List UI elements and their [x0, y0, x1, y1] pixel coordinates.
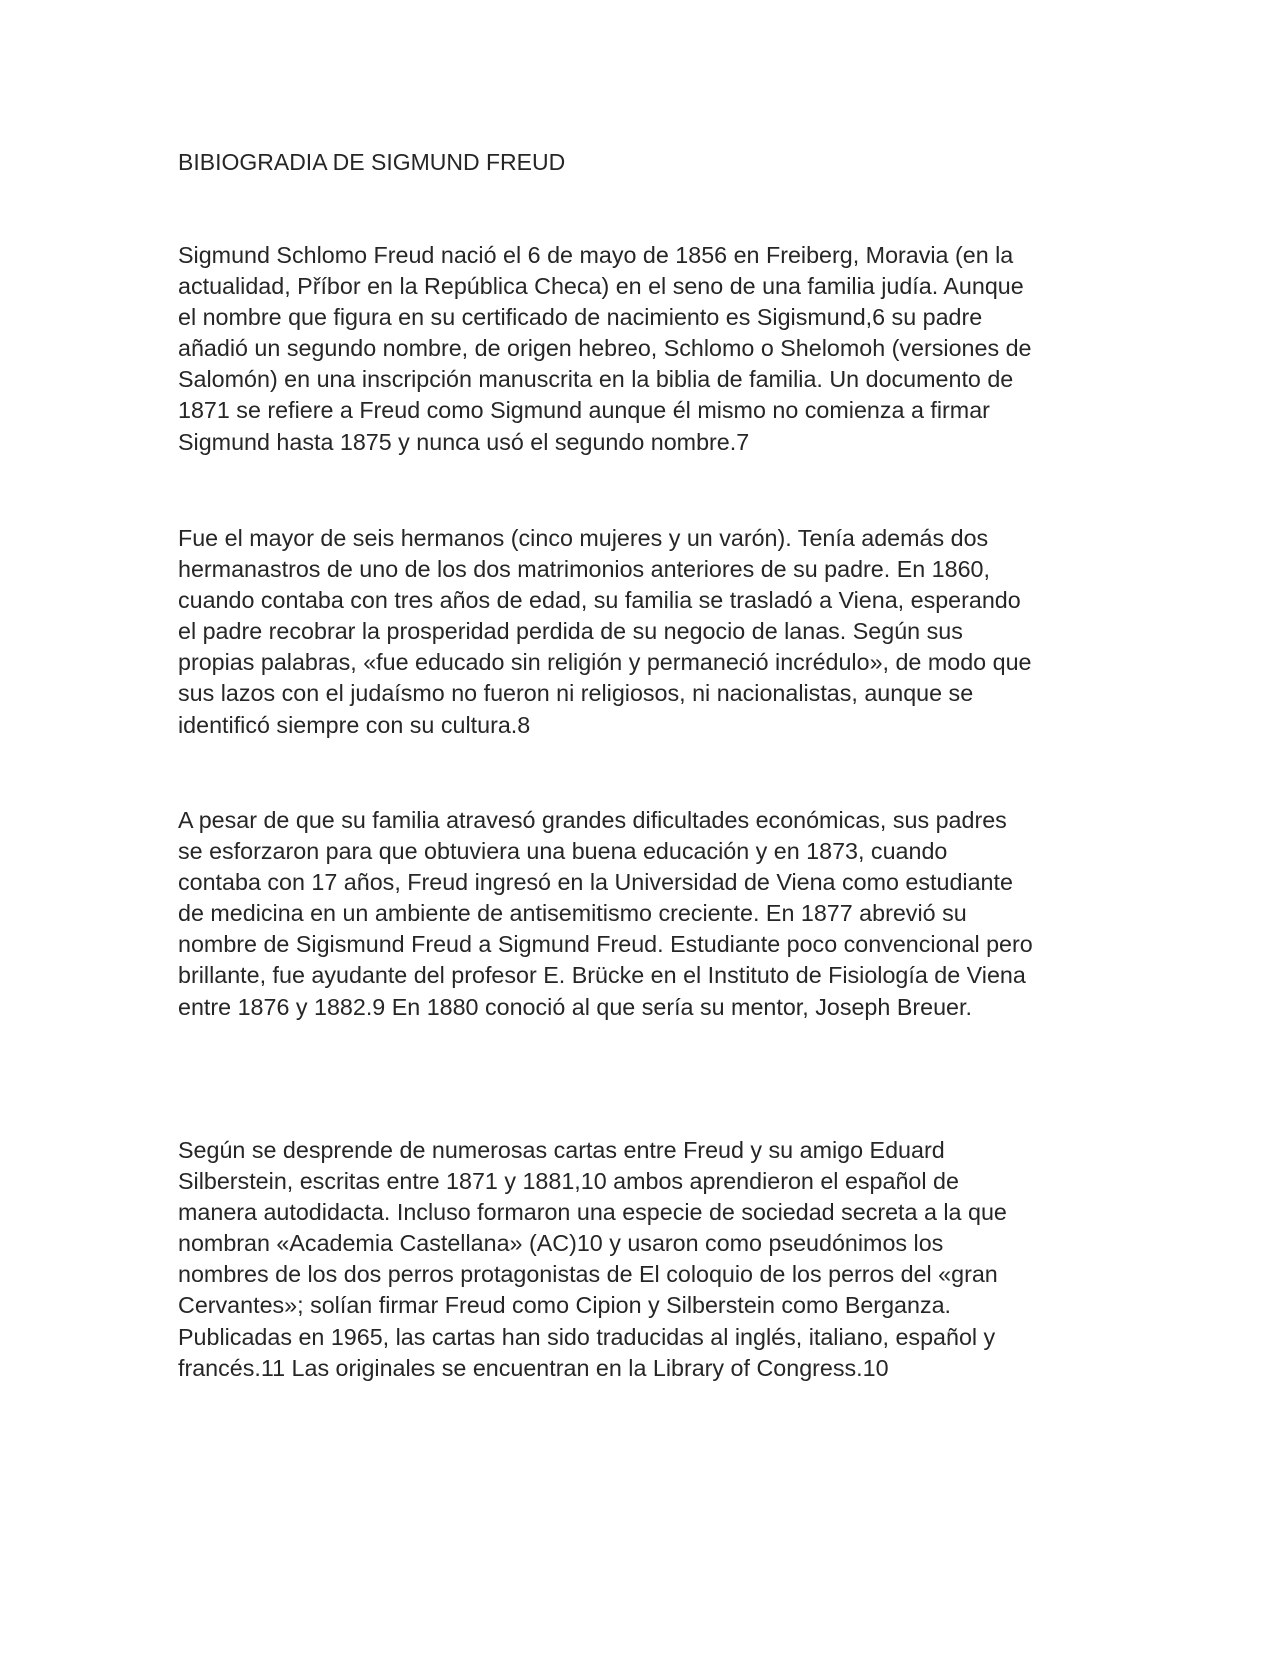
paragraph-family	[178, 523, 1118, 741]
text-line: nombres de los dos perros protagonistas de El coloquio de los perros del «gran	[178, 1261, 998, 1288]
text-line: propias palabras, «fue educado sin religión y permaneció incrédulo», de modo que	[178, 649, 1032, 676]
text-line: se esforzaron para que obtuviera una buena educación y en 1873, cuando	[178, 838, 948, 865]
text-line: manera autodidacta. Incluso formaron una especie de sociedad secreta a la que	[178, 1199, 1007, 1226]
paragraph-education	[178, 805, 1118, 1023]
text-line: identificó siempre con su cultura.8	[178, 711, 531, 738]
text-line: cuando contaba con tres años de edad, su familia se trasladó a Viena, esperando	[178, 587, 1021, 614]
text-line: Sigmund Schlomo Freud nació el 6 de mayo de 1856 en Freiberg, Moravia (en la	[178, 242, 1014, 268]
text-line: el padre recobrar la prosperidad perdida de su negocio de lanas. Según sus	[178, 618, 963, 645]
text-line: actualidad, Příbor en la República Checa) en el seno de una familia judía. Aunque	[178, 273, 1024, 300]
text-line: entre 1876 y 1882.9 En 1880 conoció al que sería su mentor, Joseph Breuer.	[178, 993, 972, 1020]
text-line: contaba con 17 años, Freud ingresó en la Universidad de Viena como estudiante	[178, 869, 1013, 896]
text-line: Según se desprende de numerosas cartas entre Freud y su amigo Eduard	[178, 1137, 945, 1163]
text-line: Silberstein, escritas entre 1871 y 1881,10 ambos aprendieron el español de	[178, 1168, 959, 1195]
text-line: A pesar de que su familia atravesó grandes dificultades económicas, sus padres	[178, 807, 1007, 833]
paragraph-letters	[178, 1135, 1118, 1384]
text-line: Publicadas en 1965, las cartas han sido traducidas al inglés, italiano, español y	[178, 1323, 996, 1350]
text-line: Cervantes»; solían firmar Freud como Cipion y Silberstein como Berganza.	[178, 1292, 952, 1319]
text-line: nombran «Academia Castellana» (AC)10 y usaron como pseudónimos los	[178, 1230, 944, 1257]
text-line: hermanastros de uno de los dos matrimonios anteriores de su padre. En 1860,	[178, 556, 990, 583]
paragraph-birth	[178, 240, 1118, 458]
text-line: Salomón) en una inscripción manuscrita en la biblia de familia. Un documento de	[178, 366, 1014, 393]
document-title: BIBIOGRADIA DE SIGMUND FREUD	[178, 149, 566, 175]
text-line: brillante, fue ayudante del profesor E. Brücke en el Instituto de Fisiología de Viena	[178, 962, 1026, 989]
text-line: Fue el mayor de seis hermanos (cinco mujeres y un varón). Tenía además dos	[178, 525, 989, 551]
text-line: el nombre que figura en su certificado de nacimiento es Sigismund,6 su padre	[178, 304, 983, 331]
text-line: añadió un segundo nombre, de origen hebreo, Schlomo o Shelomoh (versiones de	[178, 335, 1032, 362]
text-line: 1871 se refiere a Freud como Sigmund aunque él mismo no comienza a firmar	[178, 397, 990, 424]
text-line: nombre de Sigismund Freud a Sigmund Freud. Estudiante poco convencional pero	[178, 931, 1033, 958]
text-line: sus lazos con el judaísmo no fueron ni religiosos, ni nacionalistas, aunque se	[178, 680, 974, 707]
text-line: Sigmund hasta 1875 y nunca usó el segundo nombre.7	[178, 428, 750, 455]
text-line: francés.11 Las originales se encuentran en la Library of Congress.10	[178, 1354, 889, 1381]
text-line: de medicina en un ambiente de antisemitismo creciente. En 1877 abrevió su	[178, 900, 967, 927]
